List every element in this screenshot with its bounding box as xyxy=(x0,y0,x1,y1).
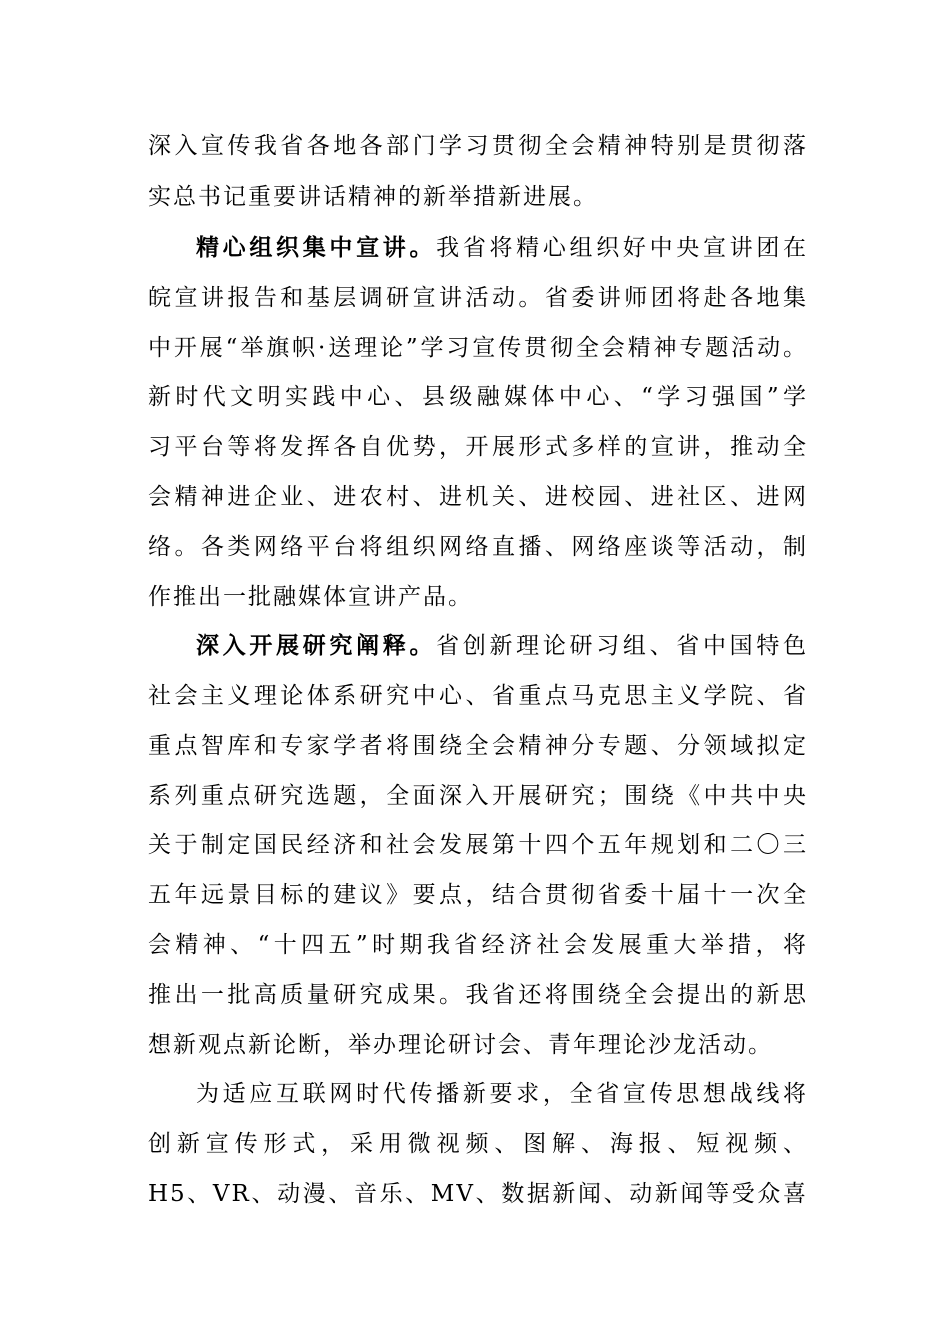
text-line: 推出一批高质量研究成果。我省还将围绕全会提出的新思 xyxy=(148,982,808,1008)
text-line: 五年远景目标的建议》要点，结合贯彻省委十届十一次全 xyxy=(148,882,808,908)
paragraph-lead-heading: 深入开展研究阐释。 xyxy=(196,633,437,659)
text-line: 习平台等将发挥各自优势，开展形式多样的宣讲，推动全 xyxy=(148,434,808,460)
text-line: 想新观点新论断，举办理论研讨会、青年理论沙龙活动。 xyxy=(148,1032,773,1058)
text-line: 新时代文明实践中心、县级融媒体中心、“学习强国”学 xyxy=(148,384,808,410)
text-line: 中开展“举旗帜·送理论”学习宣传贯彻全会精神专题活动。 xyxy=(148,335,808,361)
text-line: 重点智库和专家学者将围绕全会精神分专题、分领域拟定 xyxy=(148,733,808,759)
text-line: 作推出一批融媒体宣讲产品。 xyxy=(148,584,473,610)
paragraph-first-line xyxy=(196,228,808,268)
text-line: 会精神、“十四五”时期我省经济社会发展重大举措，将 xyxy=(148,932,808,958)
text-line: 会精神进企业、进农村、进机关、进校园、进社区、进网 xyxy=(148,484,808,510)
text-line: 深入宣传我省各地各部门学习贯彻全会精神特别是贯彻落 xyxy=(148,133,808,159)
text-line: 系列重点研究选题，全面深入开展研究；围绕《中共中央 xyxy=(148,783,808,809)
text-span: 省创新理论研习组、省中国特色 xyxy=(436,633,809,659)
text-line: 社会主义理论体系研究中心、省重点马克思主义学院、省 xyxy=(148,683,808,709)
text-line: 络。各类网络平台将组织网络直播、网络座谈等活动，制 xyxy=(148,534,808,560)
text-line: H5、VR、动漫、音乐、MV、数据新闻、动新闻等受众喜 xyxy=(148,1181,808,1207)
text-line: 关于制定国民经济和社会发展第十四个五年规划和二〇三 xyxy=(148,832,808,858)
text-line: 实总书记重要讲话精神的新举措新进展。 xyxy=(148,184,598,210)
text-line: 皖宣讲报告和基层调研宣讲活动。省委讲师团将赴各地集 xyxy=(148,285,808,311)
paragraph-first-line xyxy=(196,626,808,666)
text-line: 创新宣传形式，采用微视频、图解、海报、短视频、 xyxy=(148,1131,808,1157)
text-span: 我省将精心组织好中央宣讲团在 xyxy=(436,235,809,261)
paragraph-first-line: 为适应互联网时代传播新要求，全省宣传思想战线将 xyxy=(196,1081,808,1107)
paragraph-lead-heading: 精心组织集中宣讲。 xyxy=(196,235,437,261)
